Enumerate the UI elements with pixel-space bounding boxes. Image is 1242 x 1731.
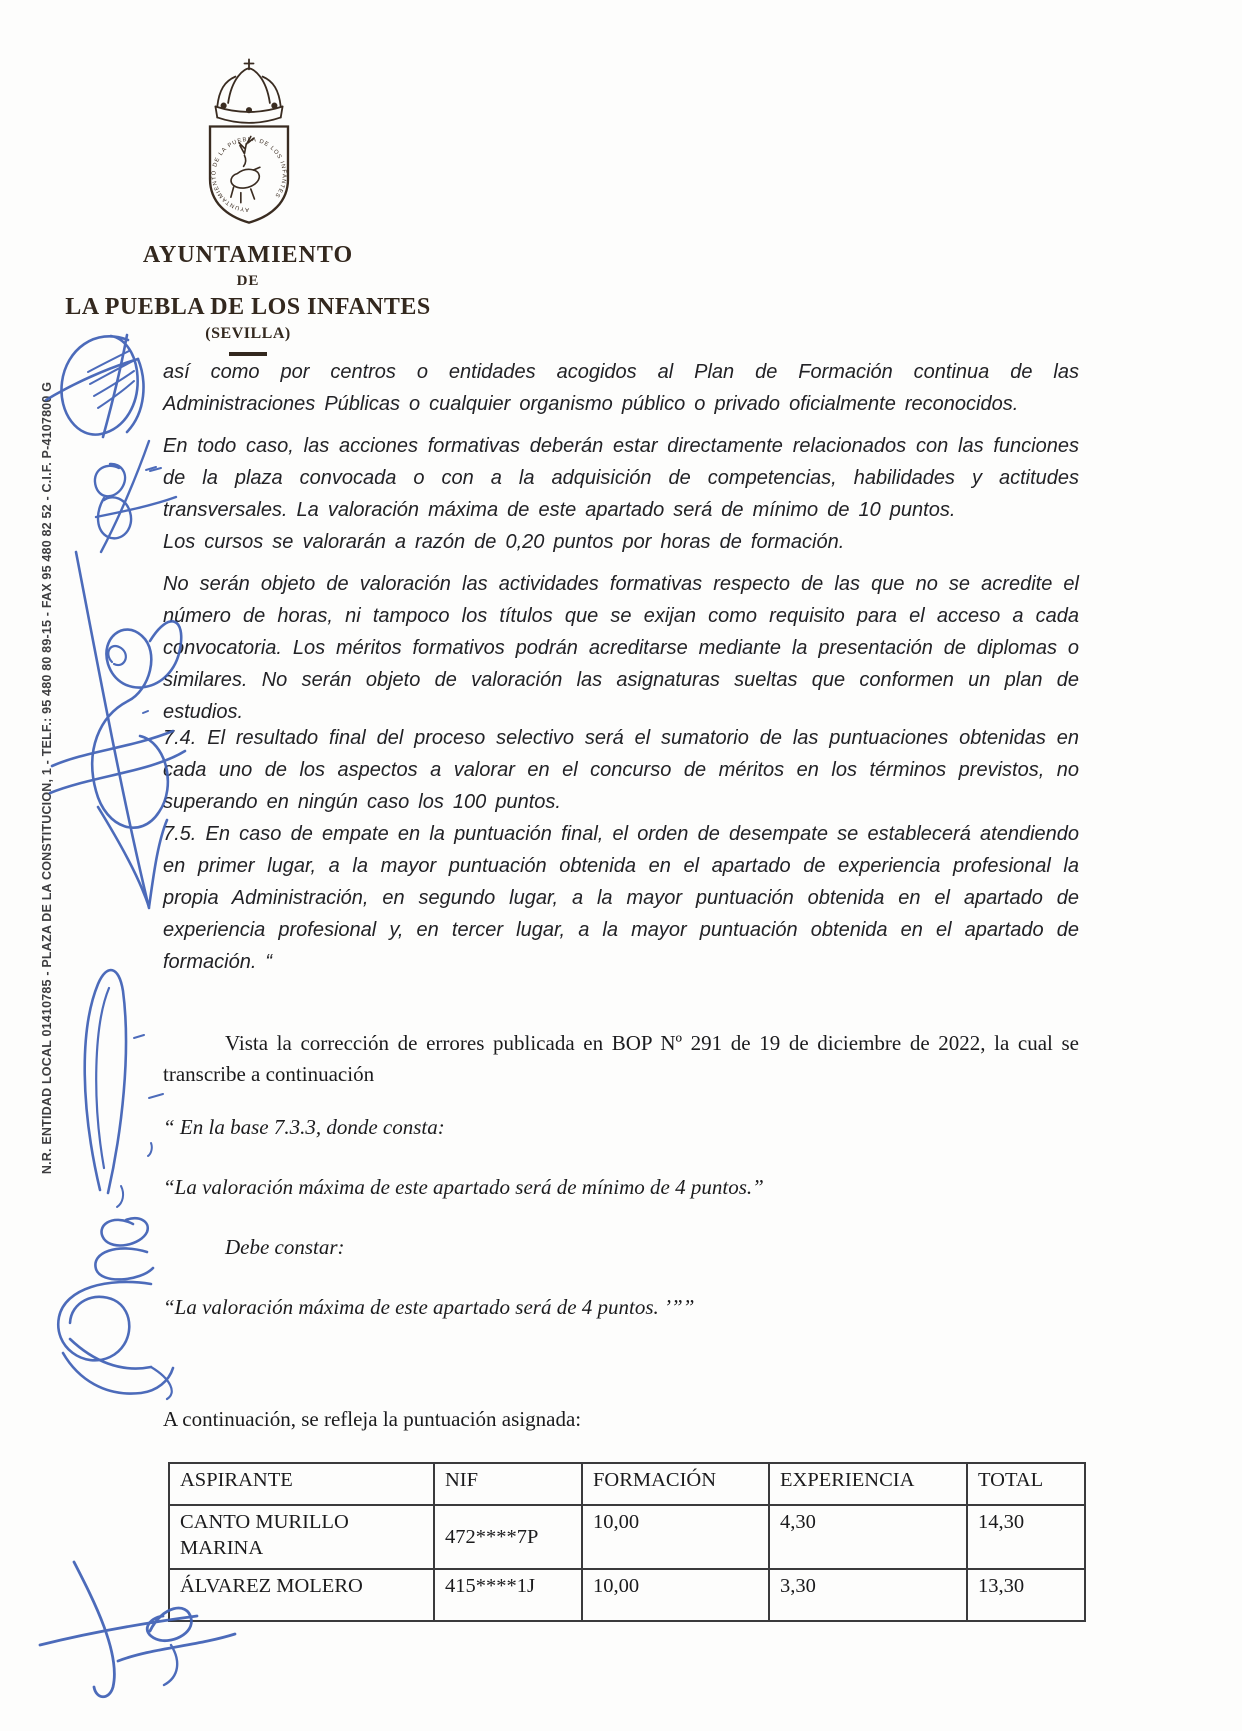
cell-experiencia: 3,30	[769, 1569, 967, 1621]
paragraph-7-4: 7.4. El resultado final del proceso selectivo será el sumatorio de las puntuaciones obtenidas en cada uno de los aspectos a valorar en el concurso de méritos en los términos previstos, no superando en ningún caso los 100 puntos.	[163, 727, 1079, 813]
org-name-line: AYUNTAMIENTO	[142, 242, 354, 268]
cell-total: 13,30	[967, 1569, 1085, 1621]
cell-nif: 472****7P	[434, 1505, 582, 1569]
pen-stray-marks	[134, 467, 156, 1156]
col-header-total: TOTAL	[967, 1463, 1085, 1505]
signature-flourish-tall-leaf	[85, 970, 163, 1207]
paragraph-7-5: 7.5. En caso de empate en la puntuación final, el orden de desempate se establecerá atendiendo en primer lugar, a la mayor puntuación obtenida en el apartado de experiencia profesional la propia Administración, en segundo lugar, a la mayor puntuación obtenida en el apartado de experiencia profesional y, en tercer lugar, a la mayor puntuación obtenida en el apartado de formación. “	[163, 823, 1079, 973]
scores-table	[168, 1462, 1086, 1622]
paragraph-acciones-formativas: En todo caso, las acciones formativas deberán estar directamente relacionados con las funciones de la plaza convocada o con a la adquisición de competencias, habilidades y actitudes transversales. La valoración máxima de este apartado será de mínimo de 10 puntos.	[163, 435, 1079, 521]
cell-experiencia: 4,30	[769, 1505, 967, 1569]
cell-nif: 415****1J	[434, 1569, 582, 1621]
col-header-nif: NIF	[434, 1463, 582, 1505]
org-town-line: LA PUEBLA DE LOS INFANTES	[65, 294, 431, 320]
cell-aspirante: ÁLVAREZ MOLERO	[169, 1569, 434, 1621]
paragraph-formacion-centros: así como por centros o entidades acogidos al Plan de Formación continua de las Administraciones Públicas o cualquier organismo público o privado oficialmente reconocidos.	[163, 361, 1079, 415]
cell-aspirante: CANTO MURILLO MARINA	[169, 1505, 434, 1569]
paragraph-no-valoracion: No serán objeto de valoración las actividades formativas respecto de las que no se acredite el número de horas, ni tampoco los títulos que se exijan como requisito para el acceso a cada convocatoria. Los méritos formativos podrán acreditarse mediante la presentación de diplomas o similares. No serán objeto de valoración las asignaturas sueltas que conformen un plan de estudios.	[163, 573, 1079, 723]
table-row	[169, 1505, 1085, 1569]
crown-icon	[215, 59, 282, 122]
paragraph-donde-consta: “La valoración máxima de este apartado será de mínimo de 4 puntos.”	[163, 1175, 764, 1199]
signature-flourish-loops	[58, 1218, 173, 1399]
paragraph-en-la-base: “ En la base 7.3.3, donde consta:	[163, 1115, 445, 1139]
paragraph-debe-constar: Debe constar:	[225, 1235, 345, 1259]
crest-ring-text: AYUNTAMIENTO DE LA PUEBLA DE LOS INFANTES	[211, 136, 287, 213]
cell-formacion: 10,00	[582, 1569, 769, 1621]
table-header-row	[169, 1463, 1085, 1505]
cell-formacion: 10,00	[582, 1505, 769, 1569]
paragraph-valoracion-corregida: “La valoración máxima de este apartado será de 4 puntos. ’””	[163, 1295, 695, 1319]
cell-total: 14,30	[967, 1505, 1085, 1569]
paragraph-a-continuacion: A continuación, se refleja la puntuación asignada:	[163, 1407, 582, 1431]
org-de-line: DE	[236, 273, 260, 289]
stag-icon	[231, 136, 260, 202]
municipal-coat-of-arms	[181, 46, 317, 236]
paragraph-valor-cursos: Los cursos se valorarán a razón de 0,20 puntos por horas de formación.	[163, 531, 845, 553]
paragraph-vista-correccion: Vista la corrección de errores publicada en BOP Nº 291 de 19 de diciembre de 2022, la cual se transcribe a continuación	[163, 1031, 1079, 1086]
col-header-aspirante: ASPIRANTE	[169, 1463, 434, 1505]
org-province-line: (SEVILLA)	[205, 325, 291, 342]
organization-header	[58, 240, 438, 356]
table-row	[169, 1569, 1085, 1621]
registry-vertical-text: N.R. ENTIDAD LOCAL 01410785 - PLAZA DE LA CONSTITUCION, 1 - TELF.: 95 480 80 89-15 - FAX 95 480 82 52 - C.I.F. P-4107800 G	[40, 381, 54, 1175]
col-header-experiencia: EXPERIENCIA	[769, 1463, 967, 1505]
col-header-formacion: FORMACIÓN	[582, 1463, 769, 1505]
